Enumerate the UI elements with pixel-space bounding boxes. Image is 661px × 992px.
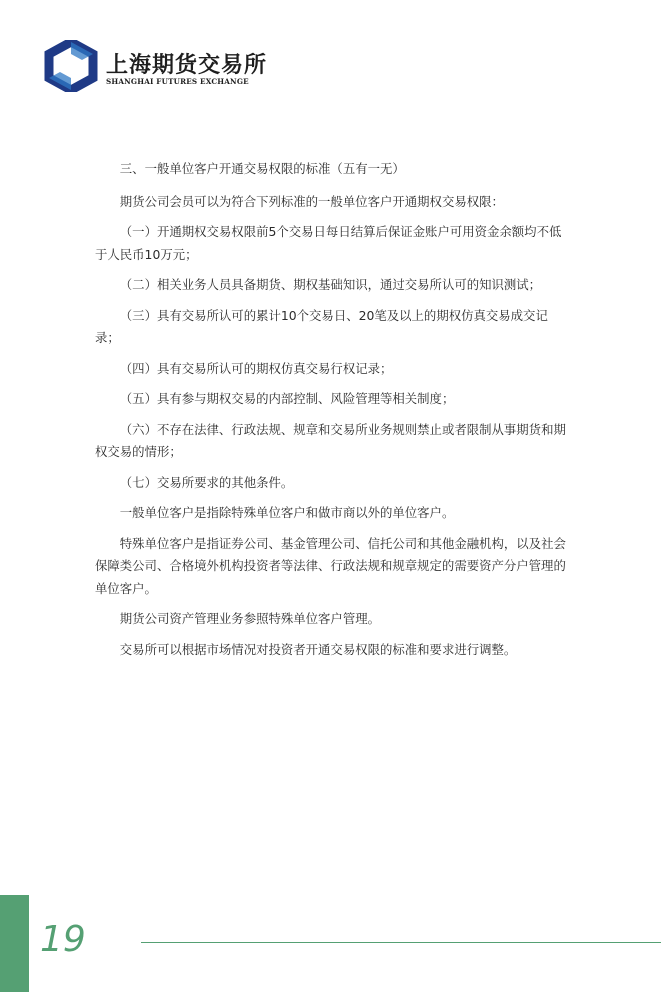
criteria-item-1: （一）开通期权交易权限前5个交易日每日结算后保证金账户可用资金余额均不低于人民币10万元； xyxy=(95,224,562,262)
criteria-item-4: （四）具有交易所认可的期权仿真交易行权记录； xyxy=(119,360,393,376)
logo-chinese-name: 上海期货交易所 xyxy=(106,52,268,78)
logo-english-name: SHANGHAI FUTURES EXCHANGE xyxy=(106,77,249,86)
paragraph: 期货公司会员可以为符合下列标准的一般单位客户开通期权交易权限： xyxy=(119,193,504,209)
criteria-item-2: （二）相关业务人员具备期货、期权基础知识，通过交易所认可的知识测试； xyxy=(119,277,542,292)
footer-divider xyxy=(141,942,661,943)
section-heading: 三、一般单位客户开通交易权限的标准（五有一无） xyxy=(119,161,405,176)
criteria-item-6: （六）不存在法律、行政法规、规章和交易所业务规则禁止或者限制从事期货和期权交易的情形； xyxy=(95,421,566,459)
footer-accent-bar xyxy=(0,895,29,992)
paragraph: 交易所可以根据市场情况对投资者开通交易权限的标准和要求进行调整。 xyxy=(119,641,517,657)
criteria-item-7: （七）交易所要求的其他条件。 xyxy=(119,474,294,490)
page-number: 19 xyxy=(40,919,86,960)
criteria-item-3: （三）具有交易所认可的累计10个交易日、20笔及以上的期权仿真交易成交记录； xyxy=(95,307,548,345)
criteria-item-5: （五）具有参与期权交易的内部控制、风险管理等相关制度； xyxy=(119,391,455,406)
hexagon-ring-logo-icon xyxy=(44,40,98,92)
paragraph: 特殊单位客户是指证券公司、基金管理公司、信托公司和其他金融机构，以及社会保障类公司、合格境外机构投资者等法律、行政法规和规章规定的需要资产分户管理的单位客户。 xyxy=(95,535,566,596)
exchange-logo xyxy=(44,40,268,92)
document-body xyxy=(95,158,571,669)
paragraph: 一般单位客户是指除特殊单位客户和做市商以外的单位客户。 xyxy=(119,505,455,520)
paragraph: 期货公司资产管理业务参照特殊单位客户管理。 xyxy=(119,611,380,626)
